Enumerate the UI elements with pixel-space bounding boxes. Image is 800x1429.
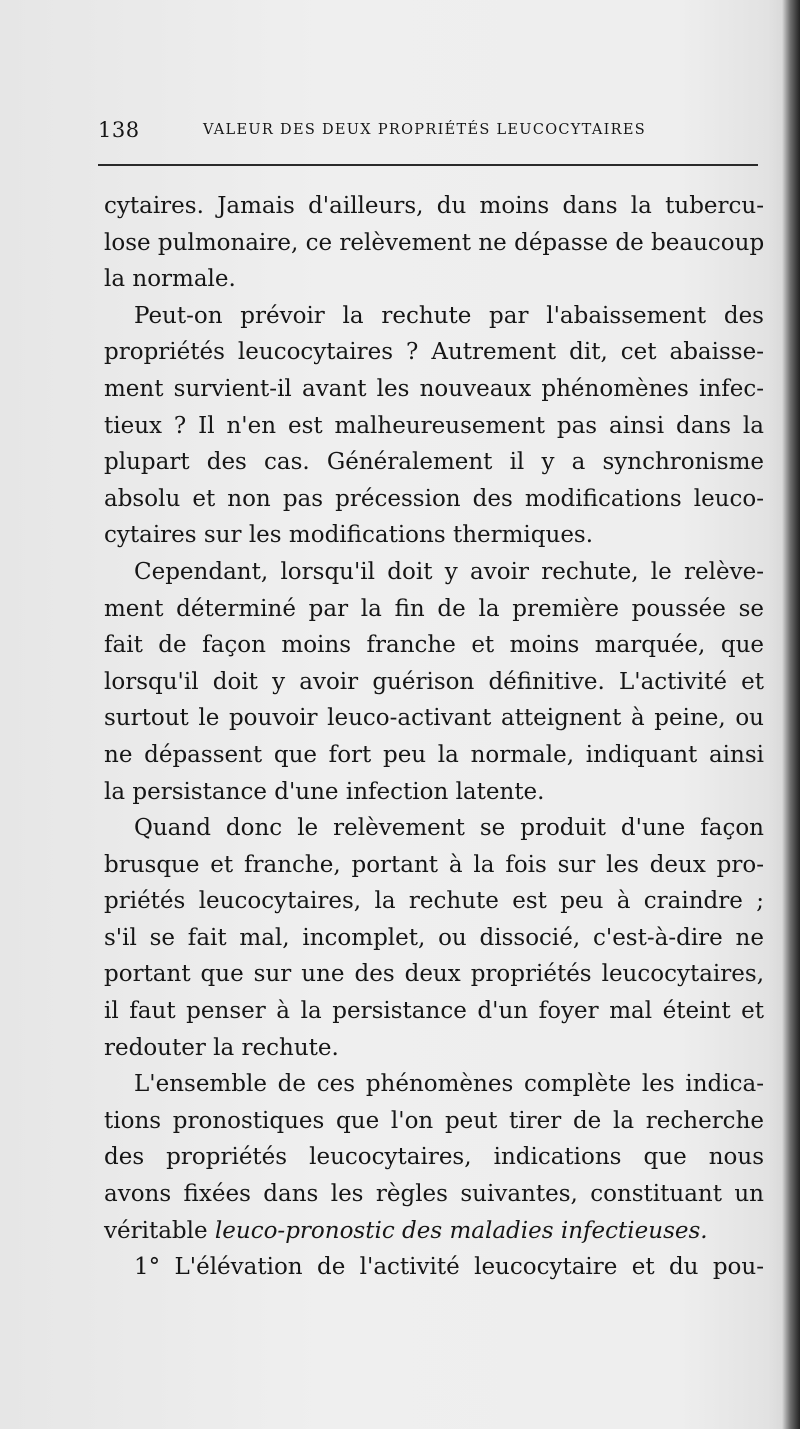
paragraph-start-line: Quand donc le relèvement se produit d'une façon — [134, 815, 764, 842]
text-line: avons fixées dans les règles suivantes, constituant un — [104, 1181, 764, 1208]
page-header — [98, 118, 778, 148]
italic-phrase: leuco-pronostic des maladies infectieuses. — [214, 1217, 708, 1244]
text-line: ment déterminé par la fin de la première poussée se — [104, 595, 764, 622]
text-line: plupart des cas. Généralement il y a synchronisme — [104, 449, 764, 476]
paragraph-start-line: Peut-on prévoir la rechute par l'abaissement des — [134, 302, 764, 329]
text-line: brusque et franche, portant à la fois sur les deux pro- — [104, 851, 764, 878]
text-line: la persistance d'une infection latente. — [104, 778, 545, 805]
text-line: s'il se fait mal, incomplet, ou dissocié, c'est-à-dire ne — [104, 924, 764, 951]
text-line: lose pulmonaire, ce relèvement ne dépasse de beaucoup — [104, 229, 765, 256]
running-title: VALEUR DES DEUX PROPRIÉTÉS LEUCOCYTAIRES — [203, 122, 646, 138]
text-line: priétés leucocytaires, la rechute est peu à craindre ; — [104, 888, 764, 915]
text-line: redouter la rechute. — [104, 1034, 339, 1061]
page-binding-shadow — [782, 0, 800, 1429]
paragraph-start-line: Cependant, lorsqu'il doit y avoir rechute, le relève- — [134, 558, 764, 585]
text-line: cytaires. Jamais d'ailleurs, du moins dans la tubercu- — [104, 193, 764, 219]
text-line: absolu et non pas précession des modifications leuco- — [104, 485, 764, 512]
text-line: cytaires sur les modifications thermiques. — [104, 522, 594, 549]
text-line: des propriétés leucocytaires, indications que nous — [104, 1144, 764, 1171]
text-line: tieux ? Il n'en est malheureusement pas ainsi dans la — [104, 412, 764, 439]
header-rule — [98, 164, 758, 166]
numbered-rule-line: 1° L'élévation de l'activité leucocytaire et du pou- — [134, 1254, 764, 1281]
body-text — [104, 188, 764, 1286]
text-line: il faut penser à la persistance d'un foyer mal éteint et — [104, 998, 764, 1025]
text-line: tions pronostiques que l'on peut tirer de la recherche — [104, 1107, 764, 1134]
page-number: 138 — [98, 118, 140, 142]
text-line: lorsqu'il doit y avoir guérison définitive. L'activité et — [104, 668, 764, 695]
text-line: ment survient-il avant les nouveaux phénomènes infec- — [104, 375, 764, 402]
text-line-with-italic — [104, 1213, 764, 1250]
text-span: véritable — [104, 1217, 215, 1244]
text-line: fait de façon moins franche et moins marquée, que — [104, 632, 764, 659]
text-line: ne dépassent que fort peu la normale, indiquant ainsi — [104, 741, 764, 768]
text-line: portant que sur une des deux propriétés leucocytaires, — [104, 961, 764, 988]
paragraph-start-line: L'ensemble de ces phénomènes complète les indica- — [134, 1071, 764, 1098]
text-line: la normale. — [104, 266, 236, 293]
text-line: propriétés leucocytaires ? Autrement dit, cet abaisse- — [104, 339, 764, 366]
text-line: surtout le pouvoir leuco-activant atteignent à peine, ou — [104, 705, 764, 732]
